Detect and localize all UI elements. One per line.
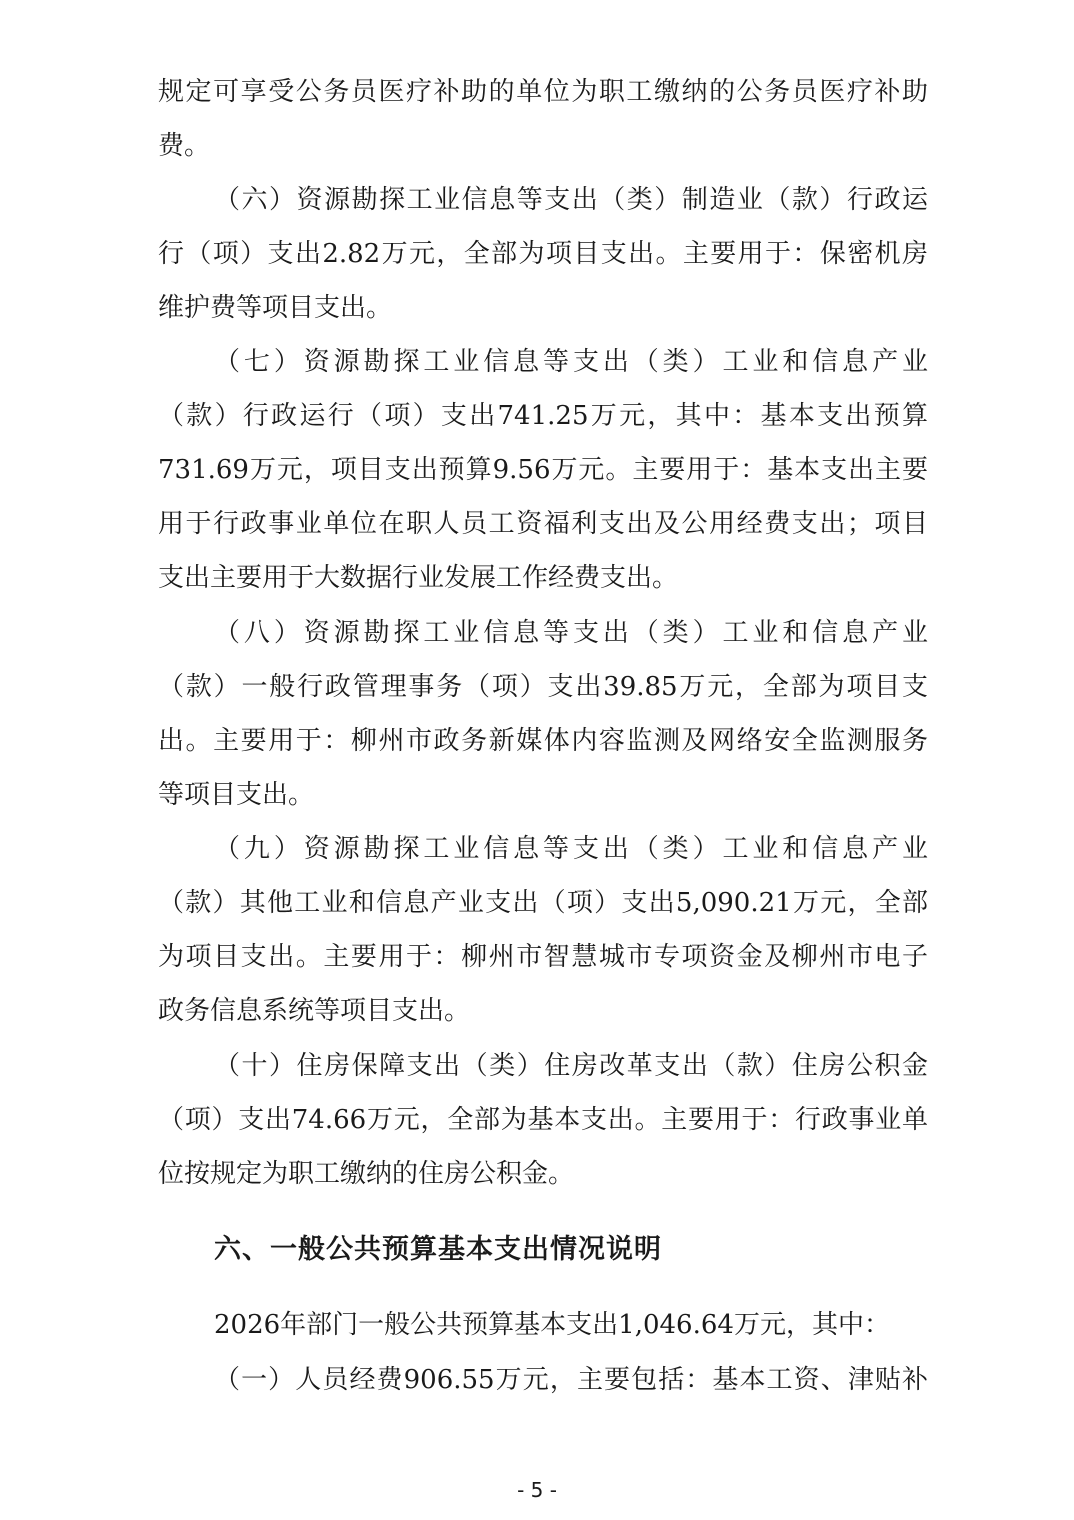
text-line: 等项目支出。 (158, 780, 315, 810)
text-line: （十）住房保障支出（类）住房改革支出（款）住房公积金 (214, 1051, 928, 1081)
section-heading: 六、一般公共预算基本支出情况说明 (214, 1234, 662, 1265)
text-line: （七）资源勘探工业信息等支出（类）工业和信息产业 (214, 347, 928, 377)
text-line: 出。主要用于：柳州市政务新媒体内容监测及网络安全监测服务 (158, 726, 928, 756)
text-line: （六）资源勘探工业信息等支出（类）制造业（款）行政运 (214, 185, 928, 215)
page-number: - 5 - (517, 1478, 557, 1502)
text-line: 规定可享受公务员医疗补助的单位为职工缴纳的公务员医疗补助 (158, 77, 928, 107)
text-line: （款）行政运行（项）支出741.25万元，其中：基本支出预算 (158, 401, 928, 431)
text-line: 用于行政事业单位在职人员工资福利支出及公用经费支出；项目 (158, 509, 928, 539)
text-line: 为项目支出。主要用于：柳州市智慧城市专项资金及柳州市电子 (158, 942, 928, 972)
text-line: 费。 (158, 131, 211, 161)
text-line: （款）其他工业和信息产业支出（项）支出5,090.21万元，全部 (158, 888, 928, 918)
text-line: （一）人员经费906.55万元，主要包括：基本工资、津贴补 (214, 1365, 928, 1395)
text-line: （款）一般行政管理事务（项）支出39.85万元，全部为项目支 (158, 672, 928, 702)
text-line: 行（项）支出2.82万元，全部为项目支出。主要用于：保密机房 (158, 239, 928, 269)
text-line: 731.69万元，项目支出预算9.56万元。主要用于：基本支出主要 (158, 455, 928, 485)
text-line: （八）资源勘探工业信息等支出（类）工业和信息产业 (214, 618, 928, 648)
text-line: 支出主要用于大数据行业发展工作经费支出。 (158, 563, 679, 593)
text-line: （项）支出74.66万元，全部为基本支出。主要用于：行政事业单 (158, 1105, 928, 1135)
text-line: 政务信息系统等项目支出。 (158, 996, 471, 1026)
text-line: （九）资源勘探工业信息等支出（类）工业和信息产业 (214, 834, 928, 864)
text-line: 位按规定为职工缴纳的住房公积金。 (158, 1159, 575, 1189)
text-line: 维护费等项目支出。 (158, 293, 393, 323)
text-line: 2026年部门一般公共预算基本支出1,046.64万元，其中： (214, 1310, 890, 1340)
